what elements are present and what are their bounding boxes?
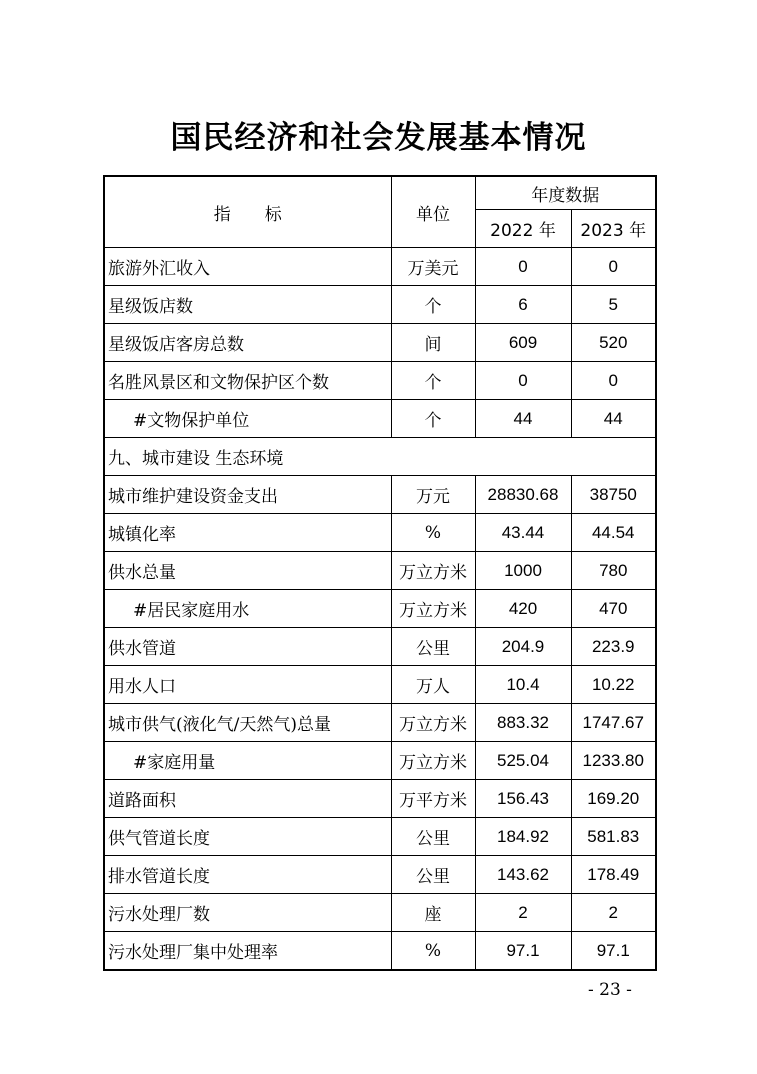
header-year-2023: 2023 年 [571,210,656,248]
indicator-cell: 排水管道长度 [104,856,391,894]
indicator-cell: 供气管道长度 [104,818,391,856]
unit-cell: 个 [391,400,475,438]
unit-cell: % [391,932,475,971]
value-2022-cell: 0 [475,248,571,286]
indicator-cell: 名胜风景区和文物保护区个数 [104,362,391,400]
header-year-2022: 2022 年 [475,210,571,248]
value-2023-cell: 0 [571,362,656,400]
table-row [104,780,656,818]
indicator-cell: 用水人口 [104,666,391,704]
value-2022-cell: 883.32 [475,704,571,742]
indicator-cell: 供水管道 [104,628,391,666]
unit-cell: 万平方米 [391,780,475,818]
table-row [104,400,656,438]
section-title: 九、城市建设 生态环境 [104,438,656,476]
page-title: 国民经济和社会发展基本情况 [170,120,587,156]
value-2022-cell: 0 [475,362,571,400]
value-2023-cell: 520 [571,324,656,362]
value-2023-cell: 470 [571,590,656,628]
value-2022-cell: 1000 [475,552,571,590]
table-row [104,476,656,514]
indicator-cell: #文物保护单位 [104,400,391,438]
value-2023-cell: 97.1 [571,932,656,971]
value-2023-cell: 44 [571,400,656,438]
indicator-cell: 污水处理厂集中处理率 [104,932,391,971]
unit-cell: % [391,514,475,552]
statistics-table [103,175,657,971]
indicator-cell: #居民家庭用水 [104,590,391,628]
value-2023-cell: 223.9 [571,628,656,666]
table-row [104,362,656,400]
value-2023-cell: 1747.67 [571,704,656,742]
value-2023-cell: 10.22 [571,666,656,704]
table-row [104,628,656,666]
unit-cell: 个 [391,286,475,324]
indicator-cell: 供水总量 [104,552,391,590]
value-2022-cell: 420 [475,590,571,628]
value-2023-cell: 1233.80 [571,742,656,780]
value-2022-cell: 156.43 [475,780,571,818]
value-2022-cell: 609 [475,324,571,362]
indicator-cell: 城市供气(液化气/天然气)总量 [104,704,391,742]
unit-cell: 间 [391,324,475,362]
unit-cell: 万立方米 [391,590,475,628]
unit-cell: 万立方米 [391,704,475,742]
table-row [104,856,656,894]
value-2022-cell: 44 [475,400,571,438]
unit-cell: 万立方米 [391,552,475,590]
table-body [104,176,656,970]
indicator-cell: #家庭用量 [104,742,391,780]
value-2023-cell: 2 [571,894,656,932]
value-2022-cell: 525.04 [475,742,571,780]
page-number: - 23 - [588,980,632,1000]
unit-cell: 个 [391,362,475,400]
value-2022-cell: 43.44 [475,514,571,552]
unit-cell: 公里 [391,856,475,894]
indicator-cell: 污水处理厂数 [104,894,391,932]
unit-cell: 公里 [391,628,475,666]
table-row [104,514,656,552]
value-2022-cell: 143.62 [475,856,571,894]
table-row [104,818,656,856]
unit-cell: 万元 [391,476,475,514]
value-2023-cell: 780 [571,552,656,590]
value-2022-cell: 2 [475,894,571,932]
table-row [104,286,656,324]
indicator-cell: 旅游外汇收入 [104,248,391,286]
header-row-1 [104,176,656,210]
value-2023-cell: 38750 [571,476,656,514]
value-2023-cell: 5 [571,286,656,324]
section-row [104,438,656,476]
table-row [104,742,656,780]
unit-cell: 万美元 [391,248,475,286]
table-row [104,590,656,628]
unit-cell: 座 [391,894,475,932]
indicator-cell: 城镇化率 [104,514,391,552]
value-2023-cell: 44.54 [571,514,656,552]
table-row [104,552,656,590]
value-2022-cell: 6 [475,286,571,324]
indicator-cell: 道路面积 [104,780,391,818]
table-row [104,666,656,704]
header-year-group: 年度数据 [475,176,656,210]
value-2023-cell: 581.83 [571,818,656,856]
value-2022-cell: 97.1 [475,932,571,971]
unit-cell: 万立方米 [391,742,475,780]
indicator-cell: 城市维护建设资金支出 [104,476,391,514]
table-row [104,704,656,742]
value-2022-cell: 204.9 [475,628,571,666]
value-2022-cell: 28830.68 [475,476,571,514]
indicator-cell: 星级饭店数 [104,286,391,324]
header-unit: 单位 [391,176,475,248]
header-indicator: 指 标 [104,176,391,248]
unit-cell: 万人 [391,666,475,704]
value-2022-cell: 10.4 [475,666,571,704]
table-row [104,248,656,286]
table-row [104,894,656,932]
table-row [104,932,656,971]
value-2023-cell: 0 [571,248,656,286]
unit-cell: 公里 [391,818,475,856]
table-row [104,324,656,362]
indicator-cell: 星级饭店客房总数 [104,324,391,362]
value-2023-cell: 169.20 [571,780,656,818]
value-2022-cell: 184.92 [475,818,571,856]
value-2023-cell: 178.49 [571,856,656,894]
